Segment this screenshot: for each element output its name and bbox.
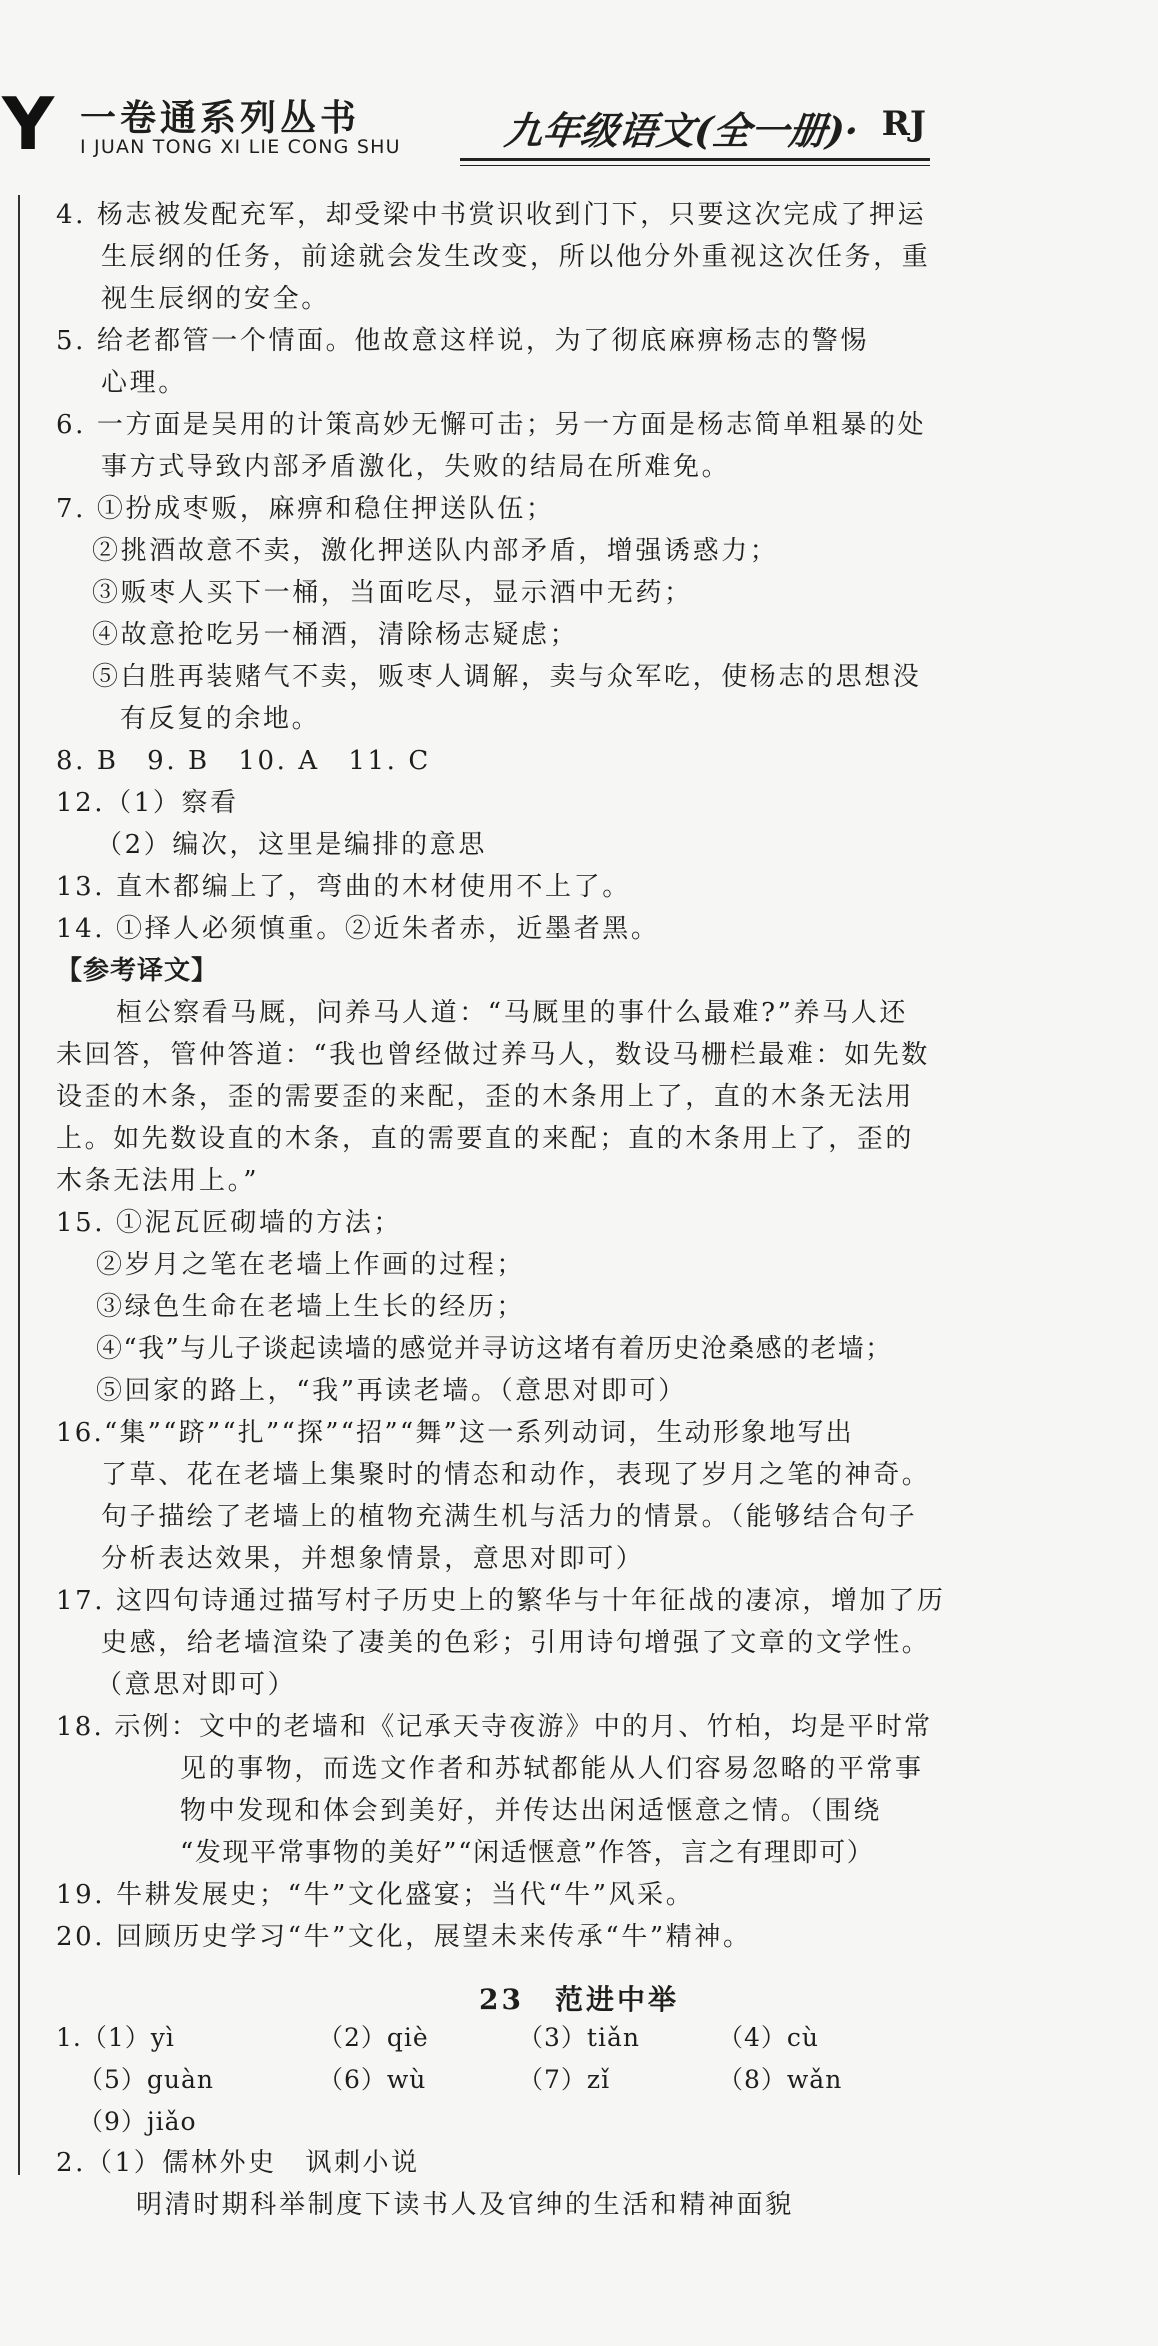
answer-line: 事方式导致内部矛盾激化，失败的结局在所难免。 xyxy=(101,452,731,482)
reference-translation-heading: 【参考译文】 xyxy=(56,956,219,986)
answer-line: ②挑酒故意不卖，激化押送队内部矛盾，增强诱惑力； xyxy=(92,536,779,566)
answer-line: （意思对即可） xyxy=(96,1670,297,1700)
translation-line: 上。如先数设直的木条，直的需要直的来配；直的木条用上了，歪的 xyxy=(56,1124,915,1154)
answer-line: 12.（1）察看 xyxy=(56,788,239,818)
translation-line: 未回答，管仲答道：“我也曾经做过养马人，数设马栅栏最难：如先数 xyxy=(56,1040,930,1070)
answer-line: 2.（1）儒林外史 讽刺小说 xyxy=(56,2148,420,2178)
pinyin-answer: （5）guàn xyxy=(78,2065,215,2094)
edition-label: RJ xyxy=(881,104,926,144)
answer-line: 17. 这四句诗通过描写村子历史上的繁华与十年征战的凄凉，增加了历 xyxy=(56,1586,946,1616)
grade-title xyxy=(502,100,861,155)
answer-line: 史感，给老墙渲染了凄美的色彩；引用诗句增强了文章的文学性。 xyxy=(101,1628,931,1658)
series-title: 一卷通系列丛书 xyxy=(80,97,361,139)
translation-line: 木条无法用上。” xyxy=(56,1166,260,1196)
header-rule-thick xyxy=(460,158,930,161)
series-logo: Y xyxy=(2,82,55,166)
answer-line: ④故意抢吃另一桶酒，清除杨志疑虑； xyxy=(92,620,579,650)
pinyin-answer: （4）cù xyxy=(718,2023,820,2052)
answer-line: 8. B 9. B 10. A 11. C xyxy=(56,746,431,776)
answer-line: 心理。 xyxy=(101,368,187,398)
answer-line: 16.“集”“跻”“扎”“探”“招”“舞”这一系列动词，生动形象地写出 xyxy=(56,1418,854,1448)
translation-line: 设歪的木条，歪的需要歪的来配，歪的木条用上了，直的木条无法用 xyxy=(56,1082,915,1112)
answer-line: 15. ①泥瓦匠砌墙的方法； xyxy=(56,1208,403,1238)
answer-line: 分析表达效果，并想象情景，意思对即可） xyxy=(101,1544,645,1574)
pinyin-answer: （7）zǐ xyxy=(518,2065,611,2094)
answer-line: ②岁月之笔在老墙上作画的过程； xyxy=(96,1250,526,1280)
answer-line: 6. 一方面是吴用的计策高妙无懈可击；另一方面是杨志简单粗暴的处 xyxy=(56,410,927,440)
answer-line: 生辰纲的任务，前途就会发生改变，所以他分外重视这次任务，重 xyxy=(101,242,931,272)
header-rule-thin xyxy=(460,165,930,166)
answer-line: ④“我”与儿子谈起读墙的感觉并寻访这堵有着历史沧桑感的老墙； xyxy=(96,1334,893,1364)
pinyin-answer: 1.（1）yì xyxy=(56,2023,175,2052)
answer-line: 物中发现和体会到美好，并传达出闲适惬意之情。（围绕 xyxy=(180,1796,883,1826)
answer-line: ⑤白胜再装赌气不卖，贩枣人调解，卖与众军吃，使杨志的思想没 xyxy=(92,662,922,692)
answer-line: 18. 示例：文中的老墙和《记承天寺夜游》中的月、竹柏，均是平时常 xyxy=(56,1712,933,1742)
section-title: 23 范进中举 xyxy=(479,1983,679,2016)
answer-line: 4. 杨志被发配充军，却受梁中书赏识收到门下，只要这次完成了押运 xyxy=(56,200,927,230)
answer-line: 句子描绘了老墙上的植物充满生机与活力的情景。（能够结合句子 xyxy=(101,1502,918,1532)
pinyin-answer: （9）jiǎo xyxy=(78,2107,197,2136)
answer-line: 20. 回顾历史学习“牛”文化，展望未来传承“牛”精神。 xyxy=(56,1922,752,1952)
pinyin-answer: （6）wù xyxy=(318,2065,427,2094)
answer-line: 见的事物，而选文作者和苏轼都能从人们容易忽略的平常事 xyxy=(180,1754,924,1784)
left-margin-rule xyxy=(18,195,20,2175)
answer-line: 7. ①扮成枣贩，麻痹和稳住押送队伍； xyxy=(56,494,555,524)
pinyin-answer: （2）qiè xyxy=(318,2023,429,2052)
answer-line: “发现平常事物的美好”“闲适惬意”作答，言之有理即可） xyxy=(180,1838,875,1868)
answer-line: 了草、花在老墙上集聚时的情态和动作，表现了岁月之笔的神奇。 xyxy=(101,1460,931,1490)
answer-line: ⑤回家的路上，“我”再读老墙。（意思对即可） xyxy=(96,1376,687,1406)
answer-line: 视生辰纲的安全。 xyxy=(101,284,330,314)
answer-line: 14. ①择人必须慎重。②近朱者赤，近墨者黑。 xyxy=(56,914,660,944)
answer-line: 13. 直木都编上了，弯曲的木材使用不上了。 xyxy=(56,872,631,902)
answer-line: （2）编次，这里是编排的意思 xyxy=(96,830,487,860)
answer-line: ③绿色生命在老墙上生长的经历； xyxy=(96,1292,526,1322)
translation-line: 桓公察看马厩，问养马人道：“马厩里的事什么最难?”养马人还 xyxy=(116,998,908,1028)
answer-line: ③贩枣人买下一桶，当面吃尽，显示酒中无药； xyxy=(92,578,693,608)
grade-title-text: 九年级语文(全一册)· xyxy=(502,108,861,153)
answer-line: 明清时期科举制度下读书人及官绅的生活和精神面貌 xyxy=(136,2190,794,2220)
answer-line: 19. 牛耕发展史；“牛”文化盛宴；当代“牛”风采。 xyxy=(56,1880,695,1910)
series-pinyin: I JUAN TONG XI LIE CONG SHU xyxy=(80,136,401,158)
answer-line: 5. 给老都管一个情面。他故意这样说，为了彻底麻痹杨志的警惕 xyxy=(56,326,870,356)
answer-line: 有反复的余地。 xyxy=(120,704,321,734)
pinyin-answer: （3）tiǎn xyxy=(518,2023,640,2052)
pinyin-answer: （8）wǎn xyxy=(718,2065,843,2094)
page-header xyxy=(0,0,1158,190)
